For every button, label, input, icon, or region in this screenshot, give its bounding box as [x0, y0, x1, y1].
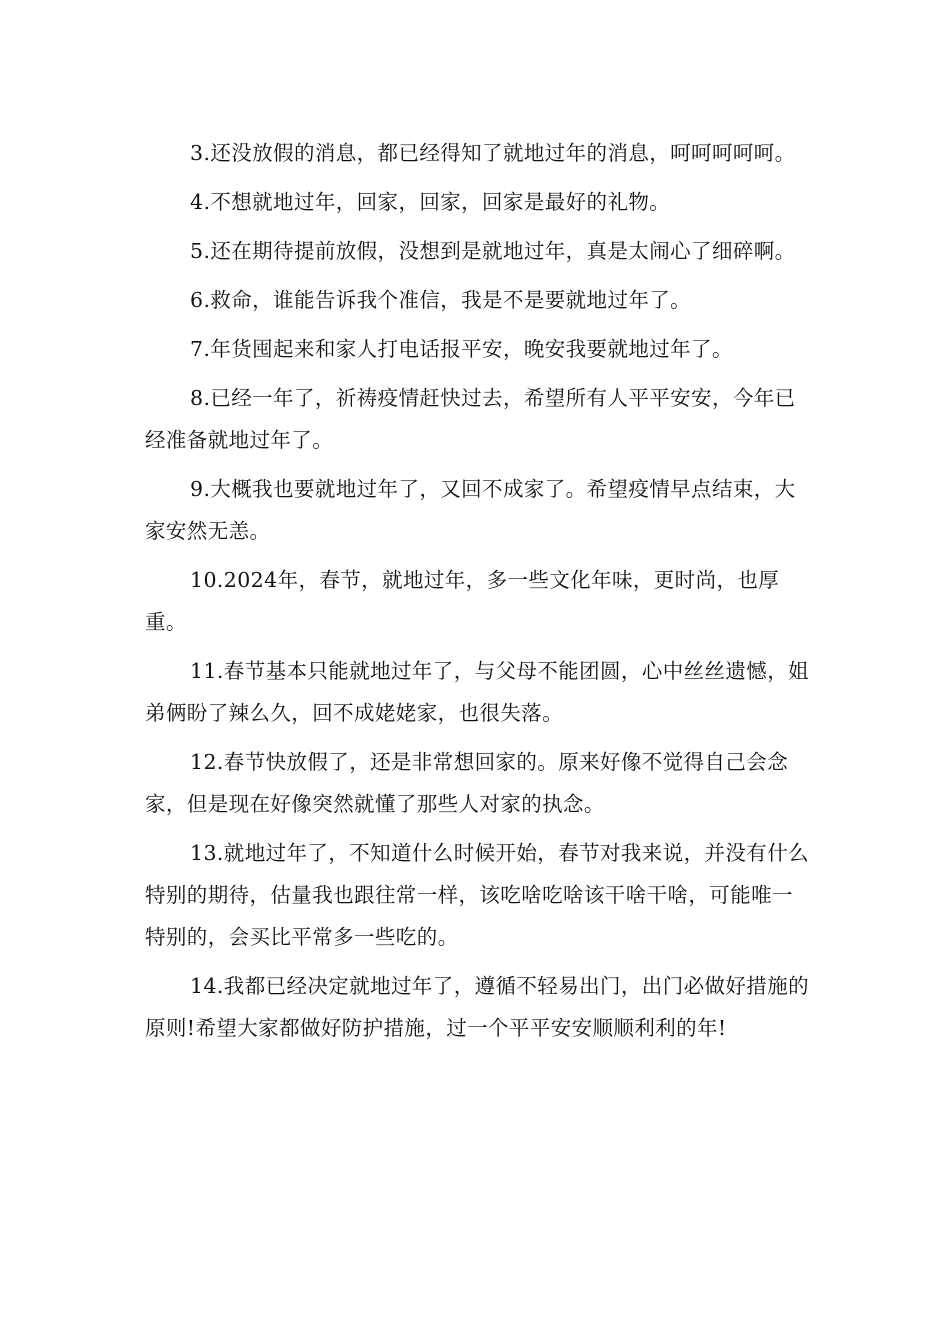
paragraph-11: 11.春节基本只能就地过年了，与父母不能团圆，心中丝丝遗憾，姐弟俩盼了辣么久，回不成姥姥家，也很失落。	[145, 659, 809, 725]
paragraph-4: 4.不想就地过年，回家，回家，回家是最好的礼物。	[190, 190, 671, 214]
paragraph-9: 9.大概我也要就地过年了，又回不成家了。希望疫情早点结束，大家安然无恙。	[145, 477, 796, 543]
paragraph-12: 12.春节快放假了，还是非常想回家的。原来好像不觉得自己会念家，但是现在好像突然就懂了那些人对家的执念。	[145, 750, 789, 816]
paragraph-8: 8.已经一年了，祈祷疫情赶快过去，希望所有人平平安安，今年已经准备就地过年了。	[145, 386, 796, 452]
paragraph-7: 7.年货囤起来和家人打电话报平安，晚安我要就地过年了。	[190, 337, 733, 361]
paragraph-5: 5.还在期待提前放假，没想到是就地过年，真是太闹心了细碎啊。	[190, 239, 796, 263]
paragraph-6: 6.救命，谁能告诉我个准信，我是不是要就地过年了。	[190, 288, 692, 312]
document-body	[145, 132, 810, 1056]
paragraph-3: 3.还没放假的消息，都已经得知了就地过年的消息，呵呵呵呵呵。	[190, 141, 796, 165]
paragraph-10: 10.2024年，春节，就地过年，多一些文化年味，更时尚，也厚重。	[145, 568, 780, 634]
paragraph-13: 13.就地过年了，不知道什么时候开始，春节对我来说，并没有什么特别的期待，估量我也跟往常一样，该吃啥吃啥该干啥干啥，可能唯一特别的，会买比平常多一些吃的。	[145, 841, 809, 949]
paragraph-14: 14.我都已经决定就地过年了，遵循不轻易出门，出门必做好措施的原则!希望大家都做好防护措施，过一个平平安安顺顺利利的年!	[145, 974, 809, 1040]
